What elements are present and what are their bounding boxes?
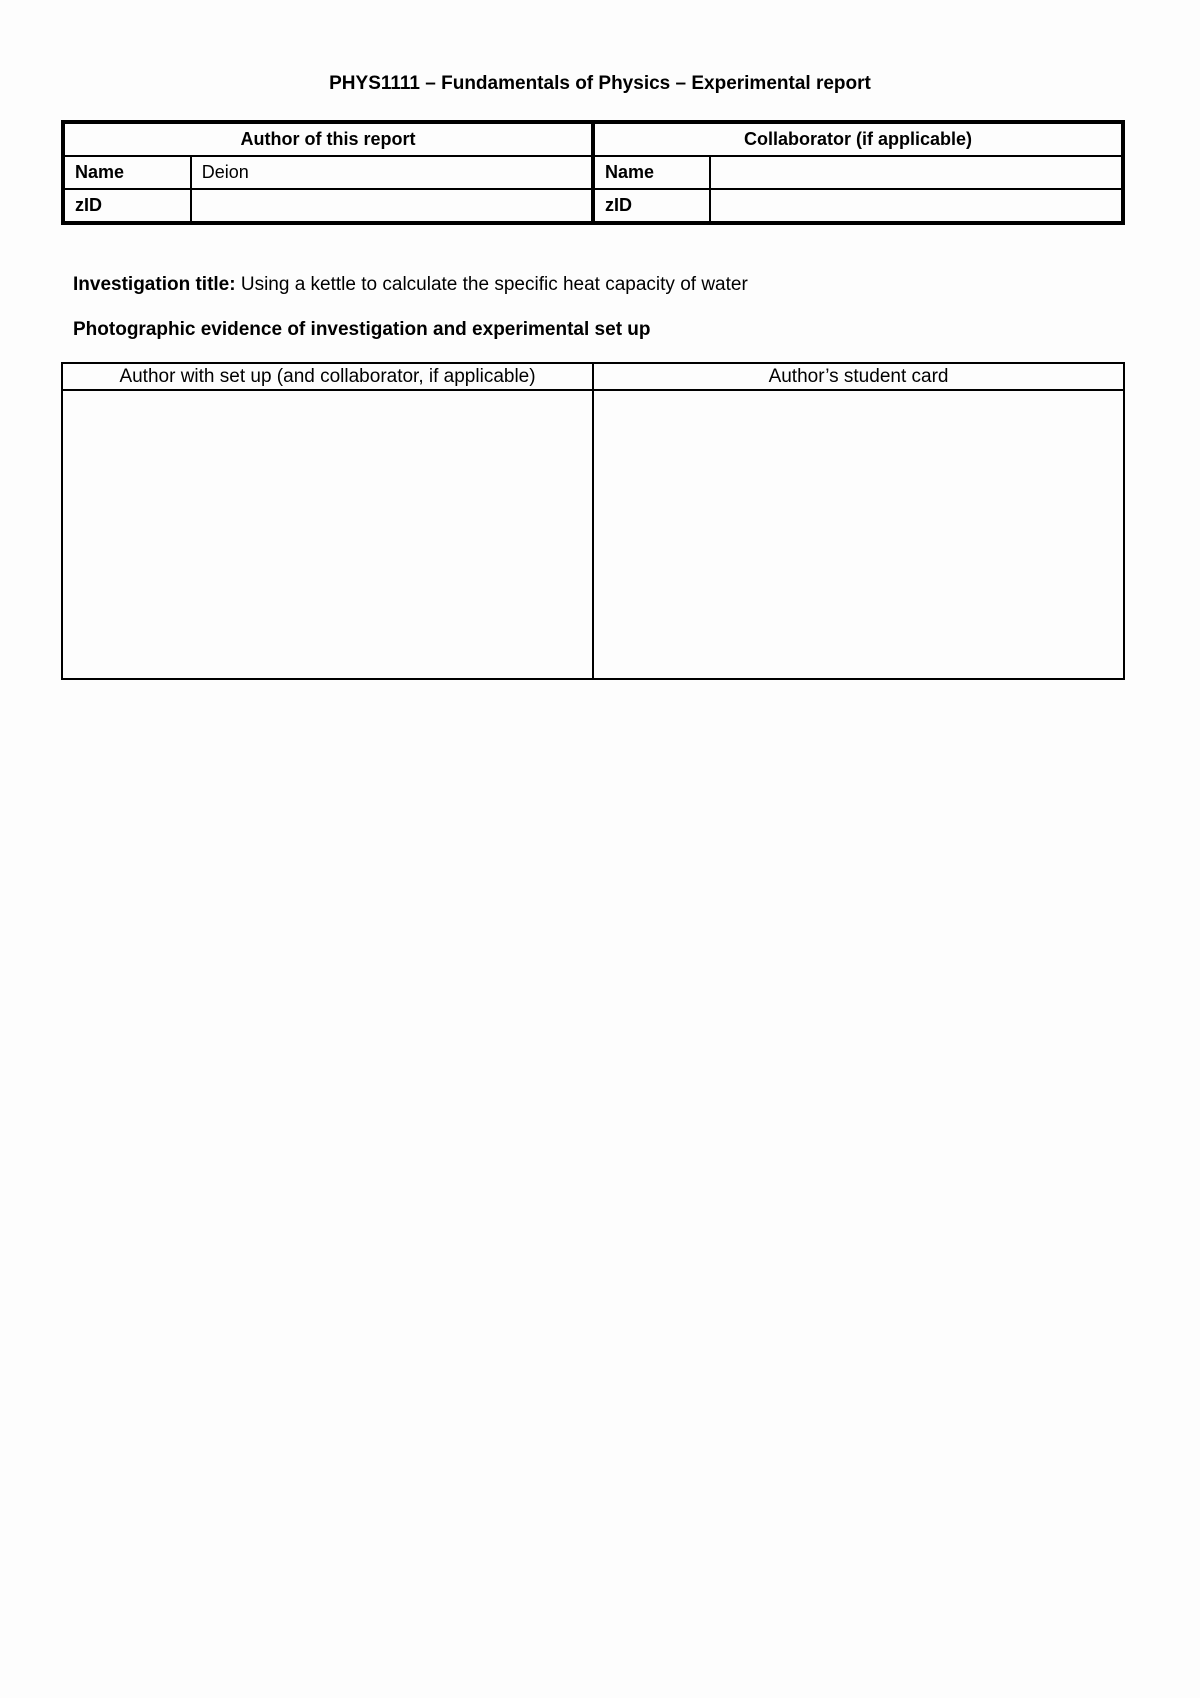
photo-table-body-row — [62, 390, 1124, 679]
author-name-field[interactable]: Deion — [191, 156, 593, 189]
student-card-header: Author’s student card — [593, 363, 1124, 390]
student-card-photo-area[interactable] — [593, 390, 1124, 679]
page-title: PHYS1111 – Fundamentals of Physics – Experimental report — [329, 73, 871, 94]
setup-photo-header: Author with set up (and collaborator, if applicable) — [62, 363, 593, 390]
photo-table-header-row — [62, 363, 1124, 390]
author-header: Author of this report — [63, 122, 593, 156]
collaborator-header: Collaborator (if applicable) — [593, 122, 1123, 156]
setup-photo-area[interactable] — [62, 390, 593, 679]
info-table-header-row — [63, 122, 1123, 156]
collaborator-name-field[interactable] — [710, 156, 1123, 189]
author-zid-label: zID — [63, 189, 191, 223]
photo-evidence-table — [61, 362, 1125, 680]
investigation-title-label: Investigation title: — [73, 274, 236, 295]
investigation-title-value: Using a kettle to calculate the specific heat capacity of water — [240, 274, 748, 295]
author-name-label: Name — [63, 156, 191, 189]
collaborator-zid-field[interactable] — [710, 189, 1123, 223]
info-table-name-row — [63, 156, 1123, 189]
author-info-table — [61, 120, 1125, 225]
collaborator-name-label: Name — [593, 156, 710, 189]
collaborator-zid-label: zID — [593, 189, 710, 223]
investigation-title-line — [73, 274, 748, 296]
author-zid-field[interactable] — [191, 189, 593, 223]
photo-section-heading: Photographic evidence of investigation and experimental set up — [73, 319, 651, 340]
info-table-zid-row — [63, 189, 1123, 223]
